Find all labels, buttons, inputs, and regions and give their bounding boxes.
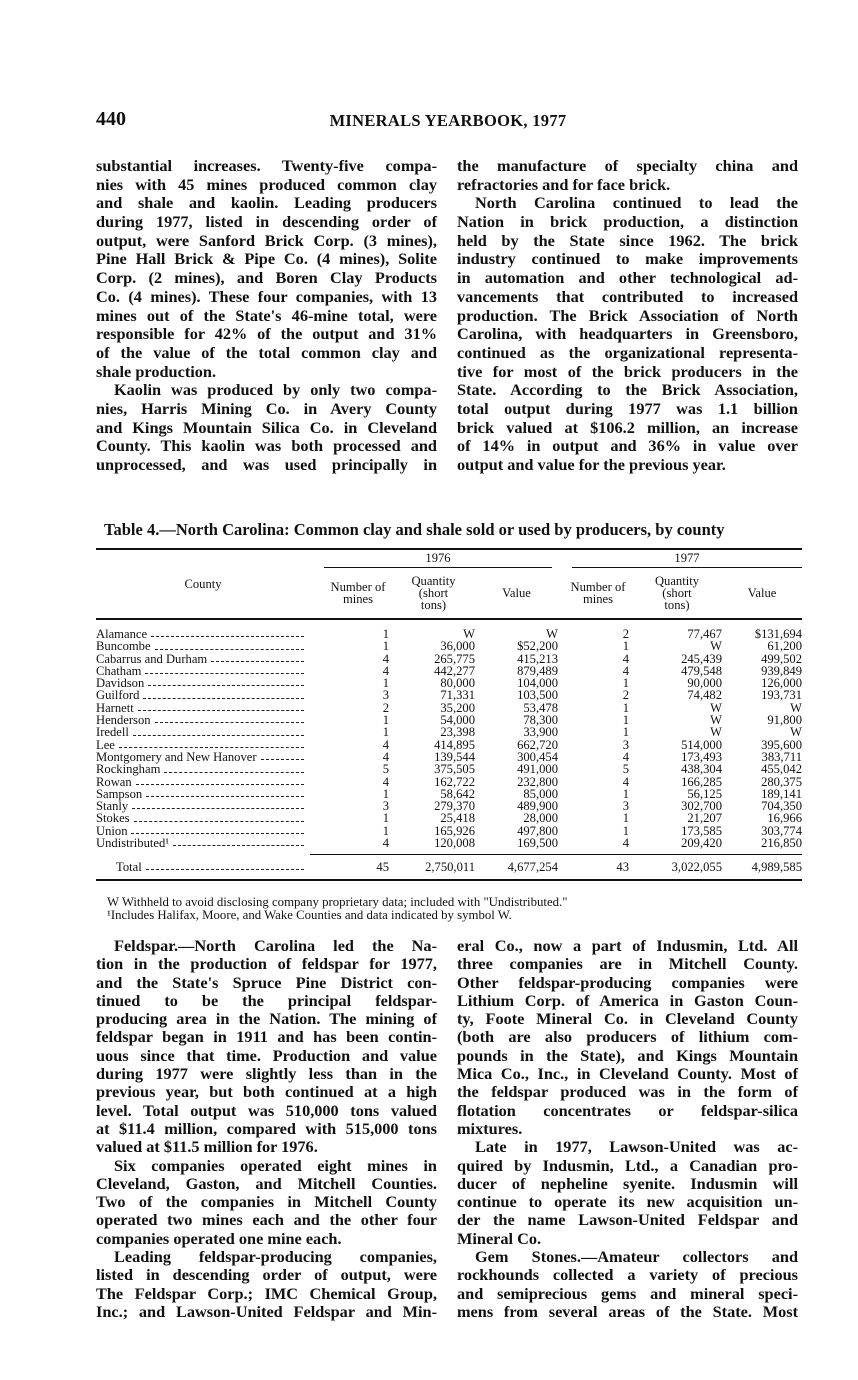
cell: 71,331 bbox=[440, 688, 475, 703]
dot-leader bbox=[131, 833, 304, 834]
cell: 3 bbox=[382, 688, 389, 703]
text-line: shale production. bbox=[96, 361, 217, 381]
cell: 139,544 bbox=[434, 749, 475, 764]
dot-leader bbox=[261, 759, 304, 760]
dot-leader bbox=[133, 735, 304, 736]
text-line: held by the State since 1962. The brick bbox=[457, 230, 798, 250]
cell: 2 bbox=[382, 700, 389, 715]
cell: 4,989,585 bbox=[722, 855, 802, 881]
text-line: Corp. (2 mines), and Boren Clay Products bbox=[96, 268, 437, 288]
text-column-bottom-left bbox=[96, 937, 437, 1321]
text-line: Pine Hall Brick & Pipe Co. (4 mines), Solite bbox=[96, 249, 437, 269]
cell: 103,500 bbox=[517, 688, 558, 703]
cell: 1 bbox=[622, 786, 629, 801]
text-line: nies, Harris Mining Co. in Avery County bbox=[96, 398, 437, 418]
dot-leader bbox=[173, 845, 304, 846]
quantity-header-1976: Quantity (short tons) bbox=[411, 574, 456, 612]
cell: 265,775 bbox=[434, 651, 475, 666]
text-line: and the State's Spruce Pine District con- bbox=[96, 972, 437, 992]
cell: 3,022,055 bbox=[632, 855, 722, 881]
cell: 4 bbox=[382, 836, 389, 851]
county-name: Lee bbox=[96, 737, 115, 752]
text-line: during 1977 were slightly less than in the bbox=[96, 1064, 437, 1084]
cell: 173,493 bbox=[681, 749, 722, 764]
text-line: eral Co., now a part of Indusmin, Ltd. All bbox=[457, 936, 798, 955]
text-line: Nation in brick production, a distinction bbox=[457, 212, 798, 232]
text-line: three companies are in Mitchell County. bbox=[457, 954, 798, 974]
cell: 1 bbox=[622, 639, 629, 654]
cell: 2,750,011 bbox=[392, 855, 475, 881]
text-line: Other feldspar-producing companies were bbox=[457, 972, 798, 992]
cell: 442,277 bbox=[434, 663, 475, 678]
page-number: 440 bbox=[96, 108, 126, 130]
text-column-bottom-right bbox=[457, 937, 798, 1321]
text-line: vancements that contributed to increased bbox=[457, 286, 798, 306]
cell: 879,489 bbox=[517, 663, 558, 678]
text-line: of 14% in output and 36% in value over bbox=[457, 436, 798, 456]
text-line: Late in 1977, Lawson-United was ac- bbox=[475, 1137, 798, 1157]
cell: 80,000 bbox=[440, 676, 475, 691]
cell: 245,439 bbox=[681, 651, 722, 666]
cell: 4 bbox=[382, 749, 389, 764]
mines-header-1976: Number of mines bbox=[330, 580, 386, 606]
text-line: County. This kaolin was both processed and bbox=[96, 436, 437, 456]
year-header-1977: 1977 bbox=[572, 550, 802, 568]
cell: 33,900 bbox=[523, 725, 558, 740]
text-line: tinued to be the principal feldspar- bbox=[96, 990, 437, 1010]
text-line: of the value of the total common clay and bbox=[96, 342, 437, 362]
cell: 415,213 bbox=[517, 651, 558, 666]
cell: 1 bbox=[622, 713, 629, 728]
dot-leader bbox=[164, 772, 304, 773]
cell: 375,505 bbox=[434, 762, 475, 777]
cell: 1 bbox=[382, 639, 389, 654]
mines-header-1977: Number of mines bbox=[570, 580, 626, 606]
cell: 23,398 bbox=[440, 725, 475, 740]
text-line: Cleveland, Gaston, and Mitchell Counties. bbox=[96, 1173, 437, 1193]
text-line: output and value for the previous year. bbox=[457, 455, 726, 474]
dot-leader bbox=[146, 869, 304, 870]
cell: 85,000 bbox=[523, 786, 558, 801]
cell: 36,000 bbox=[440, 639, 475, 654]
cell: 209,420 bbox=[681, 836, 722, 851]
county-name: Montgomery and New Hanover bbox=[96, 749, 257, 764]
cell: 4 bbox=[622, 749, 629, 764]
cell: 4 bbox=[382, 737, 389, 752]
cell: 25,418 bbox=[440, 811, 475, 826]
cell: 1 bbox=[382, 676, 389, 691]
text-line: nies with 45 mines produced common clay bbox=[96, 174, 437, 194]
cell: 16,966 bbox=[767, 811, 802, 826]
cell: 21,207 bbox=[687, 811, 722, 826]
dot-leader bbox=[148, 685, 304, 686]
text-line: responsible for 42% of the output and 31% bbox=[96, 324, 437, 344]
cell: 497,800 bbox=[517, 823, 558, 838]
table-row bbox=[96, 776, 802, 788]
cell: 1 bbox=[382, 627, 389, 641]
cell: 1 bbox=[382, 823, 389, 838]
total-row bbox=[96, 855, 802, 881]
table-row bbox=[96, 689, 802, 701]
dot-leader bbox=[151, 636, 304, 637]
county-name: Guilford bbox=[96, 688, 140, 703]
cell: 395,600 bbox=[761, 737, 802, 752]
cell: 300,454 bbox=[517, 749, 558, 764]
cell: 58,642 bbox=[440, 786, 475, 801]
county-name: Iredell bbox=[96, 725, 129, 740]
running-title: MINERALS YEARBOOK, 1977 bbox=[329, 111, 567, 130]
dot-leader bbox=[143, 698, 304, 699]
cell: 302,700 bbox=[681, 799, 722, 814]
dot-leader bbox=[146, 796, 304, 797]
text-line: flotation concentrates or feldspar-silica bbox=[457, 1100, 798, 1120]
text-line: Carolina, with headquarters in Greensboro, bbox=[457, 324, 798, 344]
cell: 489,900 bbox=[517, 799, 558, 814]
value-header-1976: Value bbox=[502, 586, 531, 600]
text-line: State. According to the Brick Association, bbox=[457, 380, 798, 400]
county-name: Davidson bbox=[96, 676, 145, 691]
cell: W bbox=[710, 713, 722, 728]
cell: 280,375 bbox=[761, 774, 802, 789]
cell: 662,720 bbox=[517, 737, 558, 752]
cell: 1 bbox=[622, 811, 629, 826]
cell: 1 bbox=[622, 676, 629, 691]
text-line: unprocessed, and was used principally in bbox=[96, 455, 437, 474]
text-line: ty, Foote Mineral Co. in Cleveland County bbox=[457, 1009, 798, 1029]
cell: 704,350 bbox=[761, 799, 802, 814]
cell: 303,774 bbox=[761, 823, 802, 838]
cell: 438,304 bbox=[681, 762, 722, 777]
text-line: (both are also producers of lithium com- bbox=[457, 1027, 798, 1047]
text-line: mixtures. bbox=[457, 1118, 523, 1138]
cell: 1 bbox=[382, 713, 389, 728]
cell: 162,722 bbox=[434, 774, 475, 789]
cell: 169,500 bbox=[517, 836, 558, 851]
cell: 3 bbox=[382, 799, 389, 814]
cell: 232,800 bbox=[517, 774, 558, 789]
county-name: Rockingham bbox=[96, 762, 161, 777]
text-line-rest: North Carolina led the Na- bbox=[194, 936, 437, 955]
cell: 91,800 bbox=[767, 713, 802, 728]
cell: 126,000 bbox=[761, 676, 802, 691]
text-line: Six companies operated eight mines in bbox=[114, 1155, 437, 1175]
text-line bbox=[96, 937, 437, 955]
text-line: during 1977, listed in descending order of bbox=[96, 212, 437, 232]
cell: 4,677,254 bbox=[475, 855, 558, 881]
county-name: Stanly bbox=[96, 799, 129, 814]
text-line: industry continued to make improvements bbox=[457, 249, 798, 269]
footnote-1: ¹Includes Halifax, Moore, and Wake Counties and data indicated by symbol W. bbox=[107, 908, 512, 922]
dot-leader bbox=[132, 808, 304, 809]
text-line: pounds in the State), and Kings Mountain bbox=[457, 1045, 798, 1065]
footnote-w: W Withheld to avoid disclosing company proprietary data; included with "Undistributed." bbox=[107, 895, 568, 909]
text-line: Mineral Co. bbox=[457, 1228, 542, 1248]
text-line: companies operated one mine each. bbox=[96, 1228, 342, 1248]
cell: 104,000 bbox=[517, 676, 558, 691]
cell: 499,502 bbox=[761, 651, 802, 666]
text-line: Two of the companies in Mitchell County bbox=[96, 1192, 437, 1212]
text-column-top-right bbox=[457, 157, 798, 475]
text-line: refractories and for face brick. bbox=[457, 174, 671, 194]
cell: 43 bbox=[558, 855, 632, 881]
text-line: tive for most of the brick producers in the bbox=[457, 361, 798, 381]
cell: 216,850 bbox=[761, 836, 802, 851]
cell: 165,926 bbox=[434, 823, 475, 838]
cell: 1 bbox=[622, 700, 629, 715]
text-line: North Carolina continued to lead the bbox=[475, 193, 798, 213]
dot-leader bbox=[155, 649, 304, 650]
cell: 1 bbox=[382, 811, 389, 826]
text-line: substantial increases. Twenty-five compa- bbox=[96, 156, 437, 175]
cell: 28,000 bbox=[523, 811, 558, 826]
cell: 4 bbox=[382, 651, 389, 666]
cell: 2 bbox=[622, 627, 629, 641]
county-name: Cabarrus and Durham bbox=[96, 651, 208, 666]
cell: 4 bbox=[622, 651, 629, 666]
cell: 77,467 bbox=[687, 627, 722, 641]
text-line: previous year, but both continued at a high bbox=[96, 1082, 437, 1102]
cell: 5 bbox=[382, 762, 389, 777]
county-name: Henderson bbox=[96, 713, 151, 728]
text-line: brick valued at $106.2 million, an increase bbox=[457, 417, 798, 437]
text-line: in automation and other technological ad- bbox=[457, 268, 798, 288]
value-header-1977: Value bbox=[747, 586, 777, 600]
text-line: valued at $11.5 million for 1976. bbox=[96, 1137, 318, 1157]
cell: 4 bbox=[622, 663, 629, 678]
text-line: and Kings Mountain Silica Co. in Cleveland bbox=[96, 417, 437, 437]
text-line: producing area in the Nation. The mining of bbox=[96, 1009, 437, 1029]
dot-leader bbox=[145, 673, 304, 674]
cell: 53,478 bbox=[523, 700, 558, 715]
county-name: Harnett bbox=[96, 700, 134, 715]
cell: W bbox=[790, 700, 802, 715]
cell: W bbox=[463, 627, 475, 641]
cell: 56,125 bbox=[687, 786, 722, 801]
cell: 78,300 bbox=[523, 713, 558, 728]
text-line: production. The Brick Association of North bbox=[457, 305, 798, 325]
text-line: listed in descending order of output, were bbox=[96, 1265, 437, 1285]
dot-leader bbox=[155, 722, 304, 723]
cell: 61,200 bbox=[767, 639, 802, 654]
text-line: level. Total output was 510,000 tons valued bbox=[96, 1100, 437, 1120]
county-name: Sampson bbox=[96, 786, 143, 801]
cell: 4 bbox=[382, 663, 389, 678]
text-line: quired by Indusmin, Ltd., a Canadian pro- bbox=[457, 1155, 798, 1175]
cell: W bbox=[710, 725, 722, 740]
cell: 939,849 bbox=[761, 663, 802, 678]
year-header-1976: 1976 bbox=[324, 550, 552, 568]
text-line: Leading feldspar-producing companies, bbox=[114, 1247, 437, 1267]
table-row bbox=[96, 726, 802, 738]
dot-leader bbox=[136, 784, 304, 785]
cell: 193,731 bbox=[761, 688, 802, 703]
text-line: Inc.; and Lawson-United Feldspar and Min- bbox=[96, 1301, 437, 1321]
cell: 189,141 bbox=[761, 786, 802, 801]
text-line: continued as the organizational representa- bbox=[457, 342, 798, 362]
cell: W bbox=[710, 639, 722, 654]
dot-leader bbox=[119, 747, 304, 748]
text-line: rockhounds collected a variety of precious bbox=[457, 1265, 798, 1285]
text-line: and semiprecious gems and mineral speci- bbox=[457, 1283, 798, 1303]
cell: 1 bbox=[622, 725, 629, 740]
text-line: continue to operate its new acquisition un- bbox=[457, 1192, 798, 1212]
text-line: der the name Lawson-United Feldspar and bbox=[457, 1210, 798, 1230]
cell: 120,008 bbox=[434, 836, 475, 851]
clay-shale-table bbox=[96, 548, 802, 881]
text-line: output, were Sanford Brick Corp. (3 mines), bbox=[96, 230, 437, 250]
cell: $131,694 bbox=[754, 627, 802, 641]
table-row bbox=[96, 812, 802, 824]
cell: 479,548 bbox=[681, 663, 722, 678]
cell: 383,711 bbox=[761, 749, 802, 764]
cell: $52,200 bbox=[517, 639, 558, 654]
county-name: Union bbox=[96, 823, 128, 838]
cell: 5 bbox=[622, 762, 629, 777]
dot-leader bbox=[138, 710, 304, 711]
text-line: total output during 1977 was 1.1 billion bbox=[457, 398, 798, 418]
text-line: Mica Co., Inc., in Cleveland County. Most of bbox=[457, 1064, 798, 1084]
cell: 45 bbox=[310, 855, 392, 881]
text-line: tion in the production of feldspar for 1977, bbox=[96, 954, 437, 974]
text-line: the manufacture of specialty china and bbox=[457, 156, 798, 175]
county-name: Chatham bbox=[96, 663, 142, 678]
cell: 90,000 bbox=[687, 676, 722, 691]
cell: 3 bbox=[622, 737, 629, 752]
cell: 35,200 bbox=[440, 700, 475, 715]
table-row bbox=[96, 837, 802, 849]
cell: 414,895 bbox=[434, 737, 475, 752]
text-line: feldspar began in 1911 and has been contin- bbox=[96, 1027, 437, 1047]
text-line: and shale and kaolin. Leading producers bbox=[96, 193, 437, 213]
text-line: mens from several areas of the State. Most bbox=[457, 1301, 798, 1321]
section-lead: Feldspar.— bbox=[114, 936, 195, 955]
cell: 74,482 bbox=[687, 688, 722, 703]
county-name: Undistributed¹ bbox=[96, 836, 170, 851]
cell: 491,000 bbox=[517, 762, 558, 777]
cell: 173,585 bbox=[681, 823, 722, 838]
table-row bbox=[96, 763, 802, 775]
cell: 1 bbox=[382, 786, 389, 801]
text-line: Co. (4 mines). These four companies, with 13 bbox=[96, 286, 437, 306]
dot-leader bbox=[211, 661, 304, 662]
cell: 4 bbox=[382, 774, 389, 789]
cell: 54,000 bbox=[440, 713, 475, 728]
text-line: ducer of nepheline syenite. Indusmin will bbox=[457, 1173, 798, 1193]
text-line: uous since that time. Production and value bbox=[96, 1045, 437, 1065]
cell: 514,000 bbox=[681, 737, 722, 752]
dot-leader bbox=[134, 821, 304, 822]
table-title: Table 4.—North Carolina: Common clay and shale sold or used by producers, by county bbox=[104, 520, 725, 539]
cell: 2 bbox=[622, 688, 629, 703]
cell: W bbox=[790, 725, 802, 740]
section-lead: Gem Stones.— bbox=[475, 1247, 598, 1267]
cell: W bbox=[710, 700, 722, 715]
county-name: Rowan bbox=[96, 774, 132, 789]
quantity-header-1977: Quantity (short tons) bbox=[654, 574, 700, 612]
cell: 1 bbox=[622, 823, 629, 838]
county-name: Total bbox=[116, 859, 142, 874]
cell: 1 bbox=[382, 725, 389, 740]
text-line-rest: Amateur collectors and bbox=[597, 1247, 798, 1267]
cell: W bbox=[546, 627, 558, 641]
county-name: Stokes bbox=[96, 811, 130, 826]
cell: 4 bbox=[622, 836, 629, 851]
county-name: Alamance bbox=[96, 627, 148, 641]
text-line: Lithium Corp. of America in Gaston Coun- bbox=[457, 990, 798, 1010]
county-name: Buncombe bbox=[96, 639, 151, 654]
text-column-top-left bbox=[96, 157, 437, 475]
county-header: County bbox=[96, 549, 310, 619]
text-line bbox=[457, 1248, 798, 1266]
cell: 166,285 bbox=[681, 774, 722, 789]
cell: 3 bbox=[622, 799, 629, 814]
cell: 279,370 bbox=[434, 799, 475, 814]
text-line: at $11.4 million, compared with 515,000 tons bbox=[96, 1118, 437, 1138]
text-line: operated two mines each and the other four bbox=[96, 1210, 437, 1230]
text-line: The Feldspar Corp.; IMC Chemical Group, bbox=[96, 1283, 437, 1303]
text-line: Kaolin was produced by only two compa- bbox=[114, 380, 437, 400]
cell: 4 bbox=[622, 774, 629, 789]
text-line: mines out of the State's 46-mine total, were bbox=[96, 305, 437, 325]
text-line: the feldspar produced was in the form of bbox=[457, 1082, 798, 1102]
cell: 455,042 bbox=[761, 762, 802, 777]
table-row bbox=[96, 640, 802, 652]
